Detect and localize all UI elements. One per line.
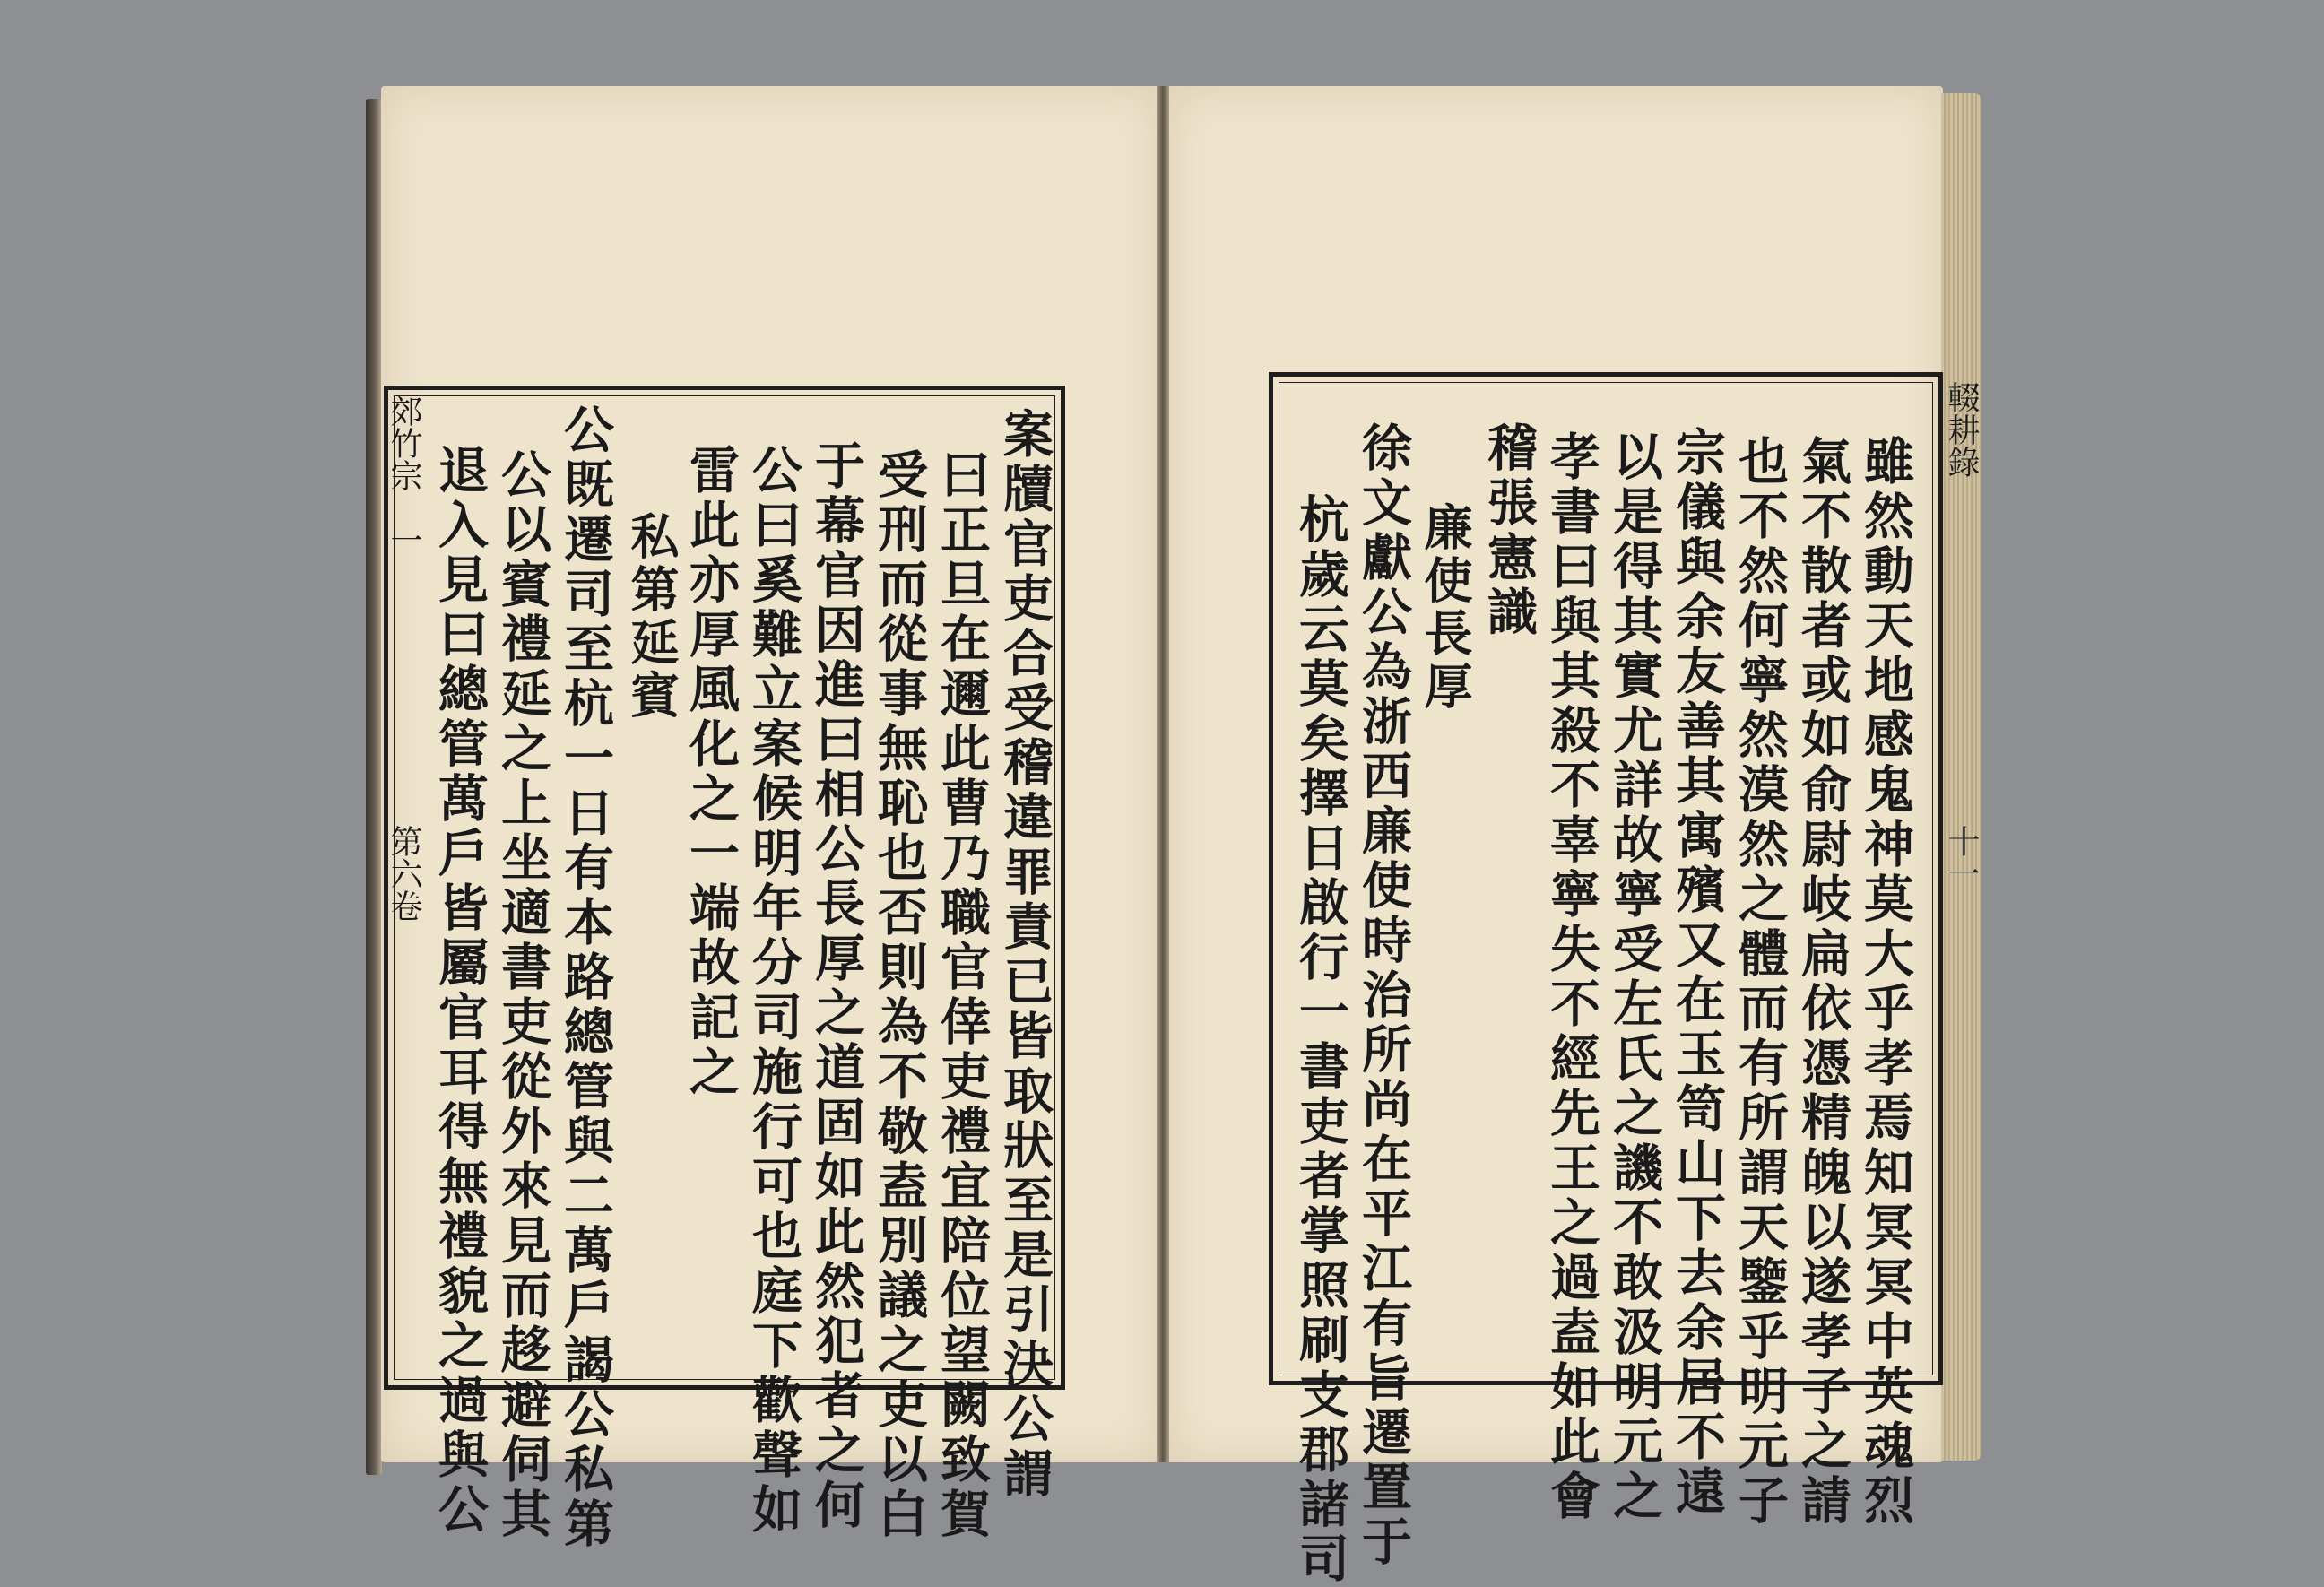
left-column-4: 于幕官因進曰相公長厚之道固如此然犯者之何 bbox=[807, 439, 866, 1533]
right-column-10: 杭歲云莫矣擇日啟行一書吏者掌照刷支郡諸司 bbox=[1291, 493, 1350, 1587]
right-column-3: 也不然何寧然漠然之體而有所謂天鑒乎明元子 bbox=[1730, 435, 1790, 1529]
page-stack-edge bbox=[1941, 93, 1981, 1461]
left-column-8: 公既遷司至杭一日有本路總管與二萬戶謁公私第 bbox=[556, 403, 615, 1552]
left-column-9: 公以賓禮延之上坐適書吏從外來見而趍避伺其 bbox=[493, 448, 552, 1542]
left-margin-title: 郊竹宗 一 bbox=[386, 395, 422, 556]
right-subheading: 廉使長厚 bbox=[1417, 502, 1474, 714]
left-column-2: 曰正旦在邇此曹乃職官倖吏禮宜陪位望闕致賀 bbox=[932, 448, 992, 1542]
left-subheading: 私第延賓 bbox=[623, 511, 681, 723]
right-margin-number: 十一 bbox=[1943, 825, 1980, 889]
book-spine-edge bbox=[366, 99, 382, 1475]
left-column-6: 雷此亦厚風化之一端故記之 bbox=[681, 444, 741, 1100]
left-column-3: 受刑而從事無恥也否則為不敬盍別議之吏以白 bbox=[870, 448, 929, 1542]
left-column-10: 退入見曰總管萬戶皆屬官耳得無禮貌之過與公 bbox=[430, 444, 490, 1538]
right-column-5: 以是得其實尤詳故寧受左氏之譏不敢汲明元之 bbox=[1605, 430, 1664, 1524]
right-column-9: 徐文獻公為浙西廉使時治所尚在平江有旨遷置于 bbox=[1354, 421, 1413, 1570]
left-margin-volume: 第六卷 bbox=[386, 825, 422, 922]
right-margin-title: 輟耕錄 bbox=[1943, 381, 1980, 478]
left-column-5: 公曰奚難立案候明年分司施行可也庭下歡聲如 bbox=[744, 444, 803, 1538]
left-column-1: 案牘官吏合受稽違罪責已皆取狀至是引決公謂 bbox=[995, 408, 1054, 1502]
book-gutter bbox=[1157, 86, 1169, 1462]
right-column-6: 孝書曰與其殺不辜寧失不經先王之過盍如此會 bbox=[1542, 430, 1601, 1524]
right-column-1: 雖然動天地感鬼神莫大乎孝焉知冥冥中英魂烈 bbox=[1856, 435, 1915, 1529]
right-column-2: 氣不散者或如俞尉岐扁依憑精魄以遂孝子之請 bbox=[1793, 435, 1852, 1529]
right-column-7: 稽張憲識 bbox=[1479, 421, 1539, 640]
right-column-4: 宗儀與余友善其寓殯又在玉笥山下去余居不遠 bbox=[1668, 426, 1727, 1520]
